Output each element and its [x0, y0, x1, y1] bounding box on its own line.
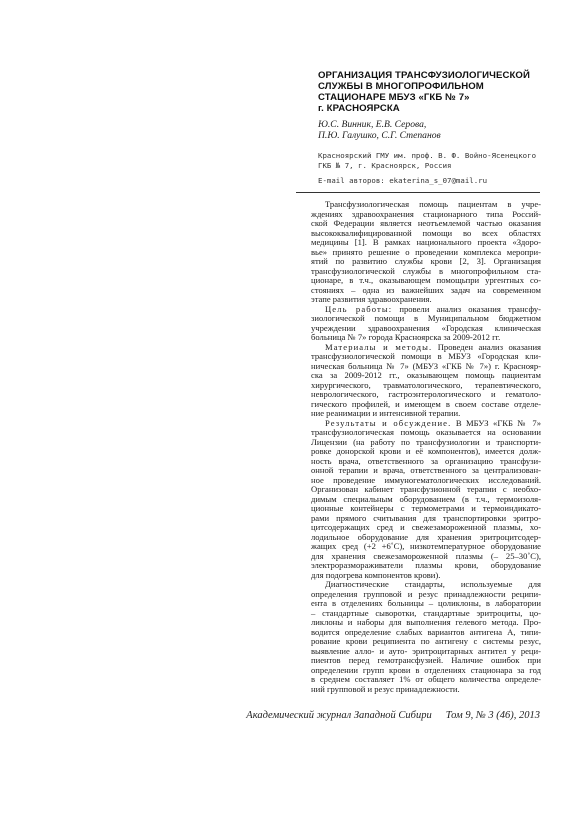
body-line: онной терапии и врача, ответственного за централизован- [311, 465, 541, 475]
body-line: гического профилей, и имеющем в своем составе отделе- [311, 398, 541, 409]
body-line: ционаре, в т.ч., оказывающем помощьпри ургентных со- [311, 275, 541, 285]
article-body [311, 200, 541, 694]
paragraph-results [311, 419, 541, 581]
body-line: рами прямого считывания для транспортировки эритро- [311, 512, 541, 523]
journal-name: Академический журнал Западной Сибири [246, 710, 432, 721]
body-line: вье» принято решение о проведении комплекса меропри- [311, 246, 541, 257]
body-line: электроразмораживатели плазмы крови, оборудование [311, 560, 541, 570]
authors-line: П.Ю. Галушко, С.Г. Степанов [318, 130, 441, 141]
body-line: неврологического, гастроэнтерологического и гематоло- [311, 389, 541, 399]
body-line: ждениях здравоохранения стационарного типа Россий- [311, 208, 541, 219]
body-line: димым специальным оборудованием (в т.ч., термоизоля- [311, 493, 541, 504]
body-line: – стандартные сыворотки, стандартные эритроциты, цо- [311, 607, 541, 618]
section-label-methods: Материалы и методы. [325, 341, 433, 352]
paragraph-introduction [311, 200, 541, 305]
body-line: Лицензии (на работу по трансфузиологии и транспорти- [311, 436, 541, 447]
body-line: медицины [1]. В рамках национального проекта «Здоро- [311, 237, 541, 247]
body-line: трансфузиологическая помощь оказывается на основании [311, 427, 541, 437]
body-line: ровке донорской крови и её компонентов), имеется долж- [311, 446, 541, 456]
paragraph-diagnostics [311, 580, 541, 694]
body-line: ное проведение иммуногематологических исследований. [311, 474, 541, 485]
article-authors [318, 119, 548, 141]
title-line: ОРГАНИЗАЦИЯ ТРАНСФУЗИОЛОГИЧЕСКОЙ [318, 70, 530, 81]
body-line: трансфузиологической помощи в МБУЗ «Городская кли- [311, 351, 541, 361]
affiliation-line: Красноярский ГМУ им. проф. В. Ф. Войно-Ясенецкого [318, 151, 537, 160]
body-line: ний групповой и резус принадлежности. [311, 683, 460, 694]
paragraph-objective [311, 305, 541, 343]
body-line: больница № 7» города Красноярска за 2009-2012 гг. [311, 332, 501, 342]
body-line: этапе развития здравоохранения. [311, 294, 432, 304]
body-text-run: В МБУЗ «ГКБ № 7» [451, 417, 542, 428]
body-line: хирургического, травматологического, терапевтического, [311, 379, 541, 390]
title-line: СЛУЖБЫ В МНОГОПРОФИЛЬНОМ [318, 81, 484, 92]
header-divider [296, 192, 540, 193]
body-line: ента в отделениях больницы – цоликлоны, в лаборатории [311, 598, 541, 608]
body-text-run: Проведен анализ оказания [432, 341, 542, 352]
body-line: цитсодержащих сред и свежезамороженной плазмы, хо- [311, 522, 541, 532]
body-line: трансфузиологической службы в многопрофильном ста- [311, 265, 541, 276]
body-line: высококвалифицированной помощи во всех областях [311, 227, 541, 238]
body-line: ническая больница № 7» (МБУЗ «ГКБ № 7») г. Краснояр- [311, 360, 541, 371]
title-line: г. КРАСНОЯРСКА [318, 103, 400, 114]
journal-issue: Том 9, № 3 (46), 2013 [445, 710, 540, 721]
body-line: определения групповой и резус принадлежности реципи- [311, 588, 541, 599]
body-line: жащих сред (+2 +6˚С), низкотемпературное оборудование [311, 541, 541, 551]
author-email: E-mail авторов: ekaterina_s_07@mail.ru [318, 176, 488, 185]
body-line: Организован кабинет трансфузионной терапии с необхо- [311, 484, 541, 494]
body-line: ность врача, ответственного за организацию трансфузи- [311, 455, 541, 466]
body-line: стояниях – одна из важнейших задач на современном [311, 284, 541, 295]
affiliation-line: ГКБ № 7, г. Красноярск, Россия [318, 161, 452, 170]
body-line: Трансфузиологическая помощь пациентам в учре- [325, 199, 541, 209]
body-line: рование крови реципиента по антигену с системы резус, [311, 636, 541, 646]
body-line: определении групп крови в отделениях стационара за год [311, 664, 541, 675]
body-line: ской Федерации является неотъемлемой частью оказания [311, 218, 541, 228]
body-line: ние реанимации и интенсивной терапии. [311, 408, 461, 418]
authors-line: Ю.С. Винник, Е.В. Серова, [318, 119, 427, 130]
body-line: ликлоны и наборы для выполнения гелевого метода. Про- [311, 617, 541, 627]
section-label-objective: Цель работы: [325, 303, 393, 314]
body-line: в среднем составляет 1% от общего количества определе- [311, 674, 541, 684]
body-line: ционные контейнеры с термометрами и термоиндикато- [311, 503, 541, 513]
body-line: Диагностические стандарты, используемые для [325, 579, 541, 589]
body-line: зиологической помощи в Муниципальном бюджетном [311, 313, 541, 323]
section-label-results: Результаты и обсуждение. [325, 417, 452, 428]
body-line: ятий по развитию службы крови [2, 3]. Организация [311, 256, 541, 266]
body-line: ска за 2009-2012 гг., оказывающем помощь пациентам [311, 370, 541, 380]
body-line: для подогрева компонентов крови). [311, 569, 441, 580]
title-line: СТАЦИОНАРЕ МБУЗ «ГКБ № 7» [318, 92, 470, 103]
page-footer [0, 710, 540, 721]
body-line: лодильное оборудование для хранения эритроцитсодер- [311, 531, 541, 542]
author-affiliation [318, 151, 548, 171]
body-text-run: провели анализ оказания трансфу- [392, 303, 541, 314]
article-title [318, 70, 548, 114]
body-line: учреждении здравоохранения «Городская клиническая [311, 322, 541, 333]
body-line: выявление алло- и ауто- эритроцитарных антител у реци- [311, 645, 541, 656]
body-line: водится определение слабых вариантов антигена А, типи- [311, 626, 541, 637]
body-line: пиентов перед гемотрансфузией. Наличие ошибок при [311, 655, 541, 665]
paragraph-methods [311, 343, 541, 419]
body-line: для хранения свежезамороженной плазмы (– 25–30˚С), [311, 550, 541, 561]
